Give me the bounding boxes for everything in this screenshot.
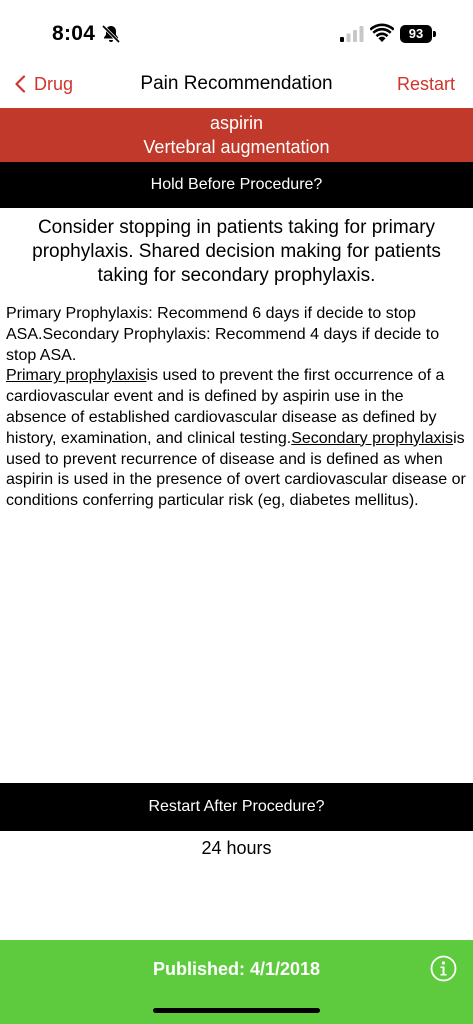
- published-date: Published: 4/1/2018: [152, 959, 321, 979]
- battery-indicator: 93: [400, 25, 432, 43]
- restart-button[interactable]: Restart: [396, 74, 455, 94]
- restart-value: 24 hours: [201, 838, 272, 858]
- bell-slash-icon: [101, 24, 121, 44]
- info-icon[interactable]: [430, 955, 457, 982]
- procedure-name: Vertebral augmentation: [143, 137, 330, 157]
- navigation-bar: [0, 64, 473, 108]
- back-button-label: Drug: [34, 73, 74, 94]
- drug-banner: [0, 108, 473, 162]
- wifi-icon: [370, 23, 394, 43]
- battery-nub: [433, 31, 436, 37]
- cellular-signal-icon: [340, 26, 364, 42]
- details-intro: Primary Prophylaxis: Recommend 6 days if decide to stop ASA.Secondary Prophylaxis: Recommend 4 days if decide to stop ASA.: [6, 305, 440, 364]
- primary-prophylaxis-definition: is used to prevent the first occurrence of a cardiovascular event and is defined by aspirin use in the absence of established cardiovascular disease as defined by history, examination, and clinical testing.: [6, 367, 445, 447]
- page-title: Pain Recommendation: [140, 73, 333, 94]
- hold-details: [6, 304, 468, 512]
- status-bar: [0, 0, 473, 64]
- drug-name: aspirin: [209, 113, 264, 133]
- secondary-prophylaxis-definition: is used to prevent recurrence of disease and is defined as when aspirin is used in the presence of overt cardiovascular disease or conditions conferring particular risk (eg, diabetes mellitus).: [6, 429, 466, 510]
- home-indicator[interactable]: [153, 1008, 320, 1013]
- secondary-prophylaxis-term: Secondary prophylaxis: [291, 429, 454, 447]
- restart-after-procedure-header: Restart After Procedure?: [0, 783, 473, 831]
- hold-recommendation: Consider stopping in patients taking for primary prophylaxis. Shared decision making for patients taking for secondary prophylaxis.: [32, 217, 441, 286]
- primary-prophylaxis-term: Primary prophylaxis: [6, 367, 147, 385]
- status-time: 8:04: [52, 22, 96, 45]
- hold-before-procedure-header: Hold Before Procedure?: [0, 162, 473, 208]
